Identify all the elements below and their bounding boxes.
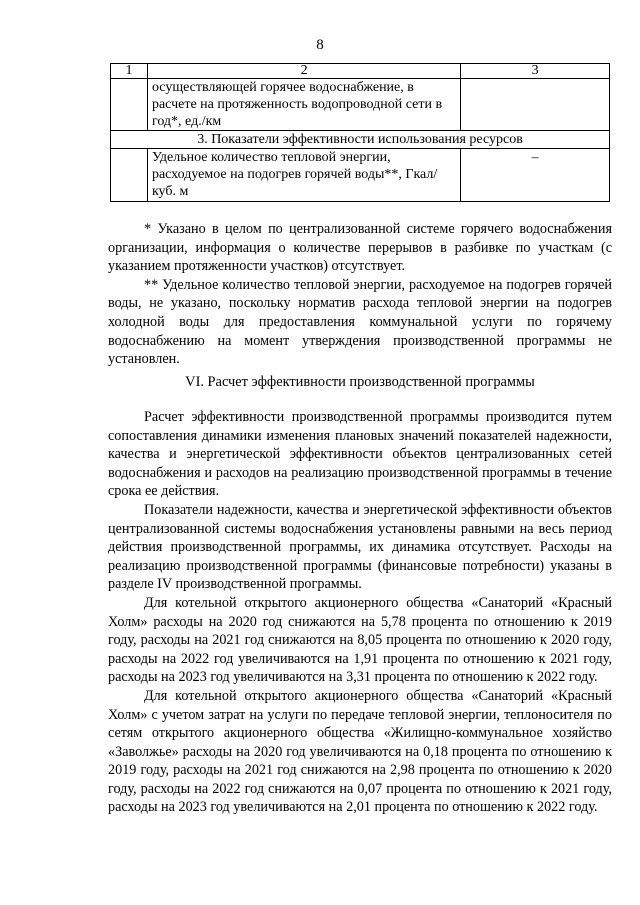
table-row [111,149,610,202]
table-header-row [111,64,610,79]
table-cell: осуществляющей горячее водоснабжение, в расчете на протяженность водопроводной сети в год*, ед./км [147,79,460,131]
paragraph: Для котельной открытого акционерного общества «Санаторий «Красный Холм» с учетом затрат на услуги по передаче тепловой энергии, теплоносителя по сетям открытого акционерного общества «Жилищно-коммунальное хозяйство «Заволжье» расходы на 2020 год увеличиваются на 0,18 процента по отношению к 2019 году, расходы на 2021 год снижаются на 2,98 процента по отношению к 2020 году, расходы на 2022 год снижаются на 0,07 процента по отношению к 2021 году, расходы на 2023 год увеличиваются на 2,01 процента по отношению к 2022 году. [108,687,612,816]
paragraph: Для котельной открытого акционерного общества «Санаторий «Красный Холм» расходы на 2020 год снижаются на 5,78 процента по отношению к 2019 году, расходы на 2021 год снижаются на 8,05 процента по отношению к 2020 году, расходы на 2022 год увеличиваются на 1,91 процента по отношению к 2021 году, расходы на 2023 год увеличиваются на 3,31 процента по отношению к 2022 году. [108,594,612,686]
page-number: 8 [316,37,324,53]
section-body [108,408,612,817]
table-cell [111,79,148,131]
footnote: ** Удельное количество тепловой энергии, расходуемое на подогрев горячей воды, не указано, поскольку норматив расхода тепловой энергии на подогрев холодной воды для предоставления коммунальной услуги по горячему водоснабжению на момент утверждения производственной программы не установлен. [108,276,612,368]
table-cell [461,79,610,131]
section-heading: VI. Расчет эффективности производственной программы [185,374,535,390]
footnote: * Указано в целом по централизованной системе горячего водоснабжения организации, информация о количестве перерывов в разбивке по участкам (с указанием протяженности участков) отсутствует. [108,221,612,275]
table-cell: Удельное количество тепловой энергии, расходуемое на подогрев горячей воды**, Гкал/ куб. м [147,149,460,202]
table-section-title: 3. Показатели эффективности использования ресурсов [111,131,610,149]
paragraph: Расчет эффективности производственной программы производится путем сопоставления динамики изменения плановых значений показателей надежности, качества и энергетической эффективности объектов централизованных сетей водоснабжения и расходов на реализацию производственной программы в течение срока ее действия. [108,409,612,500]
table-cell [111,149,148,202]
table-section-row [111,131,610,149]
table-cell: – [461,149,610,202]
footnotes [108,220,612,369]
table-header-cell: 3 [461,64,610,79]
paragraph: Показатели надежности, качества и энергетической эффективности объектов централизованной системы водоснабжения установлены равными на весь период действия производственной программы, их динамика отсутствует. Расходы на реализацию производственной программы (финансовые потребности) указаны в разделе IV производственной программы. [108,501,612,593]
indicators-table [110,63,610,202]
table-header-cell: 1 [111,64,148,79]
table-row [111,79,610,131]
table-header-cell: 2 [147,64,460,79]
